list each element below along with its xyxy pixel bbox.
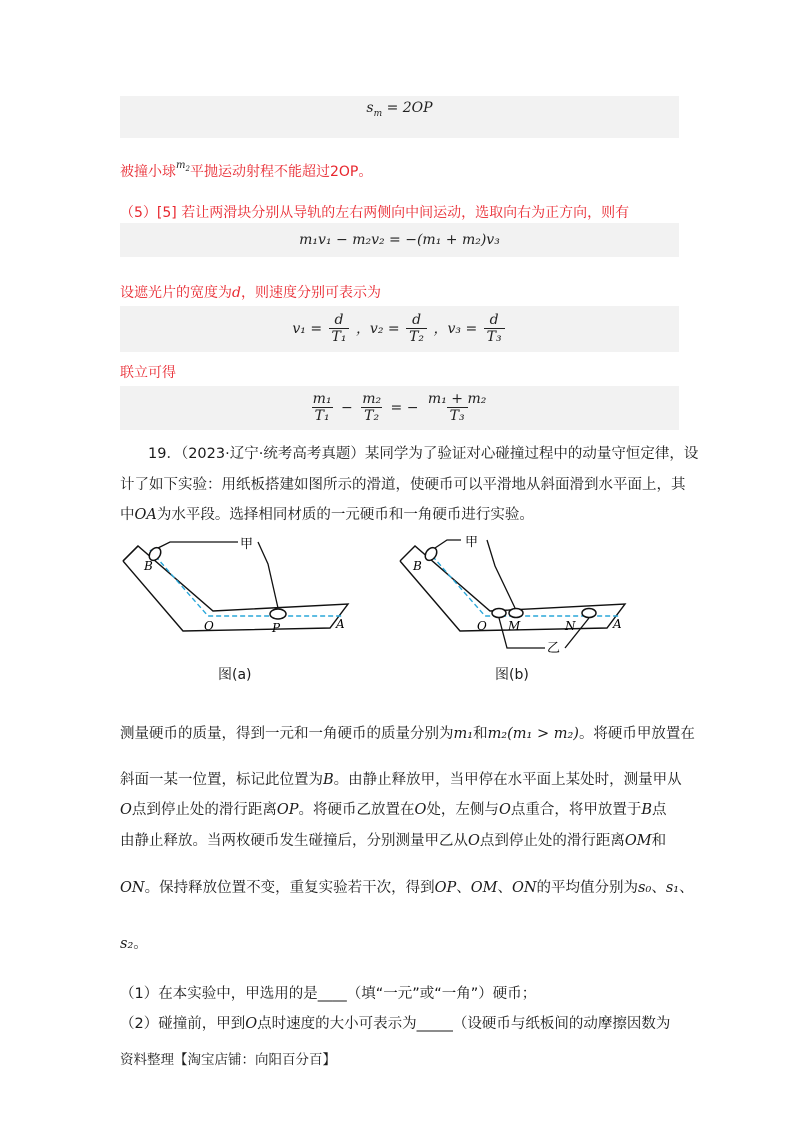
para-line-6: s₂。	[120, 936, 148, 952]
answer-line-4: 联立可得	[120, 365, 176, 381]
sub-question-1: （1）在本实验中，甲选用的是____（填“一元”或“一角”）硬币；	[120, 986, 537, 1002]
formula-box-4	[120, 386, 679, 430]
para-line-5: ON。保持释放位置不变，重复实验若干次，得到OP、OM、ON的平均值分别为s₀、s₁、	[120, 880, 694, 896]
answer-line-2: （5）[5] 若让两滑块分别从导轨的左右两侧向中间运动，选取向右为正方向，则有	[120, 205, 630, 221]
formula-sm: $s_m = 2OP$	[366, 100, 433, 119]
answer-line-3: 设遮光片的宽度为d，则速度分别可表示为	[120, 285, 381, 301]
para-line-3: O点到停止处的滑行距离OP。将硬币乙放置在O处，左侧与O点重合，将甲放置于B点	[120, 802, 667, 818]
figure-a-caption: 图(a)	[218, 667, 252, 683]
formula-box-2	[120, 223, 679, 257]
momentum-equation: m₁v₁ − m₂v₂ = −(m₁ + m₂)v₃	[299, 232, 500, 248]
figure-b-label-yi: 乙	[547, 641, 561, 656]
footer-note: 资料整理【淘宝店铺：向阳百分百】	[120, 1052, 336, 1068]
para-line-2: 斜面一某一位置，标记此位置为B。由静止释放甲，当甲停在水平面上某处时，测量甲从	[120, 772, 682, 788]
figure-b-label-A: A	[613, 617, 622, 631]
figure-a-label-A: A	[336, 617, 345, 631]
figure-a-diagram	[118, 536, 358, 646]
figure-b-label-B: B	[413, 559, 422, 573]
formula-box-3	[120, 306, 679, 352]
answer-line-1: 被撞小球$^{m_2}$平抛运动射程不能超过2OP。	[120, 160, 373, 180]
combined-equation: $\frac{\text{m₁}}{\text{T₁}}$ − $\frac{\text{m₂}}{\text{T₂}}$ = − $\frac{\text{m₁ + m₂}}{\text{T₃}}$	[312, 391, 487, 425]
figure-b-label-O: O	[477, 619, 487, 633]
question-line-1: 19．（2023·辽宁·统考高考真题）某同学为了验证对心碰撞过程中的动量守恒定律，设	[148, 446, 699, 462]
figure-a-label-P: P	[272, 621, 281, 635]
figure-b-label-M: M	[508, 619, 521, 633]
figure-b-label-jia: 甲	[465, 536, 479, 550]
question-line-2: 计了如下实验：用纸板搭建如图所示的滑道，使硬币可以平滑地从斜面滑到水平面上，其	[120, 477, 686, 493]
figure-b-caption: 图(b)	[495, 667, 529, 683]
figure-b-diagram	[395, 536, 635, 656]
question-line-3: 中OA为水平段。选择相同材质的一元硬币和一角硬币进行实验。	[120, 507, 534, 523]
figure-a-label-O: O	[204, 619, 214, 633]
figure-a-label-B: B	[144, 559, 153, 573]
para-line-4: 由静止释放。当两枚硬币发生碰撞后，分别测量甲乙从O点到停止处的滑行距离OM和	[120, 833, 667, 849]
figure-b-label-N: N	[565, 619, 576, 633]
sub-question-2: （2）碰撞前，甲到O点时速度的大小可表示为_____（设硬币与纸板间的动摩擦因数为	[120, 1016, 671, 1032]
velocity-expressions: v₁ = $\frac{d}{\text{T₁}}$ ，v₂ = $\frac{d}{\text{T₂}}$ ，v₃ = $\frac{d}{\text{T₃}}$	[292, 312, 506, 346]
para-line-1: 测量硬币的质量，得到一元和一角硬币的质量分别为m₁和m₂(m₁ > m₂)。将硬币甲放置在	[120, 726, 695, 742]
figure-a-label-jia: 甲	[240, 537, 254, 552]
formula-box-1	[120, 96, 679, 138]
